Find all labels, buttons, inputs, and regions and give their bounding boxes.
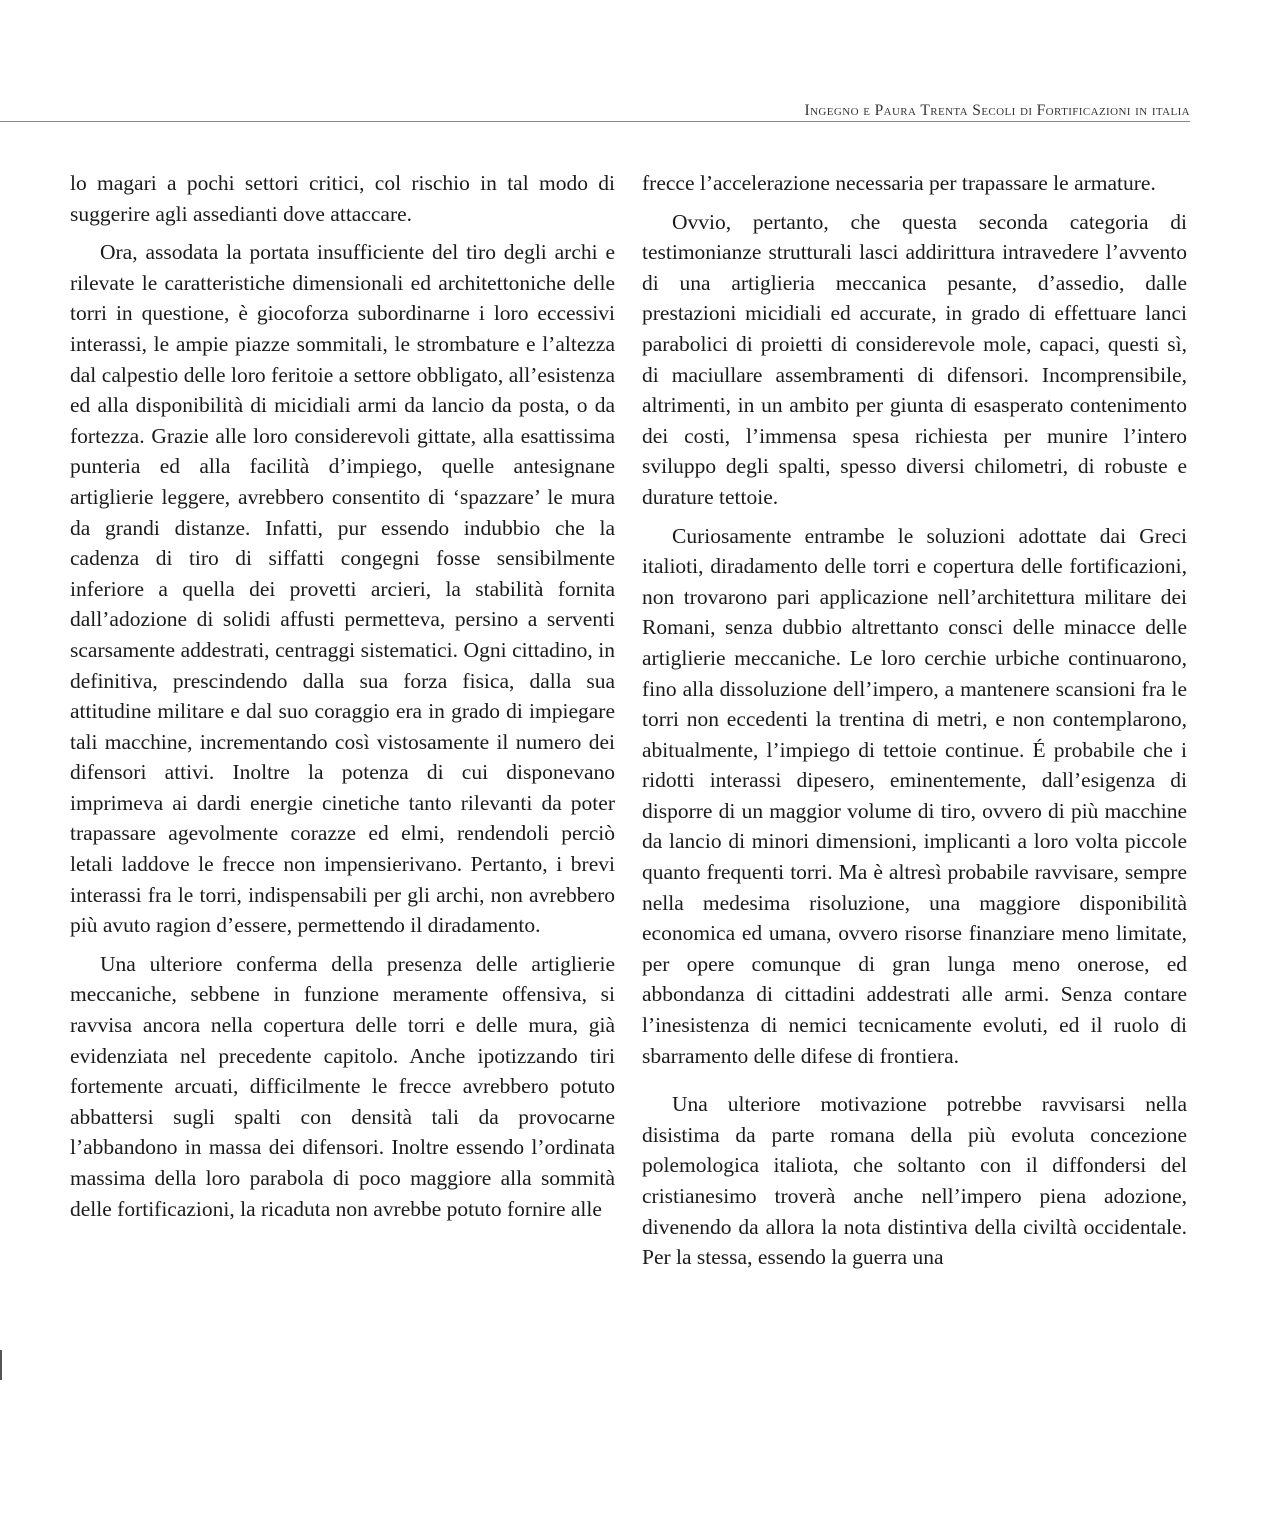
margin-mark <box>0 1350 2 1380</box>
right-paragraph-3: Curiosamente entrambe le soluzioni adottate dai Greci italioti, diradamento delle torri e copertura delle fortificazioni, non trovarono pari applicazione nell’architettura militare dei Romani, senza dubbio altrettanto consci delle minacce delle artiglierie meccaniche. Le loro cerchie urbiche continuarono, fino alla dissoluzione dell’impero, a mantenere scansioni fra le torri non eccedenti la trentina di metri, e non contemplarono, abitualmente, l’impiego di tettoie continue. É probabile che i ridotti interassi dipesero, eminentemente, dall’esigenza di disporre di un maggior volume di tiro, ovvero di più macchine da lancio di minori dimensioni, implicanti a loro volta piccole quanto frequenti torri. Ma è altresì probabile ravvisare, sempre nella medesima risoluzione, una maggiore disponibilità economica ed umana, ovvero risorse finanziare meno limitate, per opere comunque di gran lunga meno onerose, ed abbondanza di cittadini addestrati alle armi. Senza contare l’inesistenza di nemici tecnicamente evoluti, ed il ruolo di sbarramento delle difese di frontiera. <box>642 523 1187 1068</box>
left-column <box>70 168 615 1224</box>
left-paragraph-1: lo magari a pochi settori critici, col rischio in tal modo di suggerire agli assedianti dove attaccare. <box>70 171 615 226</box>
right-paragraph-1: frecce l’accelerazione necessaria per trapassare le armature. <box>642 171 1156 195</box>
running-header: Ingegno e Paura Trenta Secoli di Fortificazioni in italia <box>804 102 1190 119</box>
left-paragraph-3: Una ulteriore conferma della presenza delle artiglierie meccaniche, sebbene in funzione meramente offensiva, si ravvisa ancora nella copertura delle torri e delle mura, già evidenziata nel precedente capitolo. Anche ipotizzando tiri fortemente arcuati, difficilmente le frecce avrebbero potuto abbattersi sugli spalti con densità tali da provocarne l’abbandono in massa dei difensori. Inoltre essendo l’ordinata massima della loro parabola di poco maggiore alla sommità delle fortificazioni, la ricaduta non avrebbe potuto fornire alle <box>70 951 615 1221</box>
right-paragraph-2: Ovvio, pertanto, che questa seconda categoria di testimonianze strutturali lasci addirittura intravedere l’avvento di una artiglieria meccanica pesante, d’assedio, dalle prestazioni micidiali ed accurate, in grado di effettuare lanci parabolici di proietti di considerevole mole, capaci, questi sì, di maciullare assembramenti di difensori. Incomprensibile, altrimenti, in un ambito per giunta di esasperato contenimento dei costi, l’immensa spesa richiesta per munire l’intero sviluppo degli spalti, spesso diversi chilometri, di robuste e durature tettoie. <box>642 209 1187 509</box>
left-paragraph-2: Ora, assodata la portata insufficiente del tiro degli archi e rilevate le caratteristiche dimensionali ed architettoniche delle torri in questione, è giocoforza subordinarne i loro eccessivi interassi, le ampie piazze sommitali, le strombature e l’altezza dal calpestio delle loro feritoie a settore obbligato, all’esistenza ed alla disponibilità di micidiali armi da lancio da posta, o da fortezza. Grazie alle loro considerevoli gittate, alla esattissima punteria ed alla facilità d’impiego, quelle antesignane artiglierie leggere, avrebbero consentito di ‘spazzare’ le mura da grandi distanze. Infatti, pur essendo indubbio che la cadenza di tiro di siffatti congegni fosse sensibilmente inferiore a quella dei provetti arcieri, la stabilità fornita dall’adozione di solidi affusti permetteva, persino a serventi scarsamente addestrati, centraggi sistematici. Ogni cittadino, in definitiva, prescindendo dalla sua forza fisica, dalla sua attitudine militare e dal suo coraggio era in grado di impiegare tali macchine, incrementando così vistosamente il numero dei difensori attivi. Inoltre la potenza di cui disponevano imprimeva ai dardi energie cinetiche tanto rilevanti da poter trapassare agevolmente corazze ed elmi, rendendoli perciò letali laddove le frecce non impensierivano. Pertanto, i brevi interassi fra le torri, indispensabili per gli archi, non avrebbero più avuto ragion d’essere, permettendo il diradamento. <box>70 240 615 938</box>
right-paragraph-4: Una ulteriore motivazione potrebbe ravvisarsi nella disistima da parte romana della più evoluta concezione polemologica italiota, che soltanto con il diffondersi del cristianesimo troverà anche nell’impero piena adozione, divenendo da allora la nota distintiva della civiltà occidentale. Per la stessa, essendo la guerra una <box>642 1092 1187 1270</box>
header-rule <box>0 121 1190 122</box>
right-column <box>642 168 1187 1273</box>
